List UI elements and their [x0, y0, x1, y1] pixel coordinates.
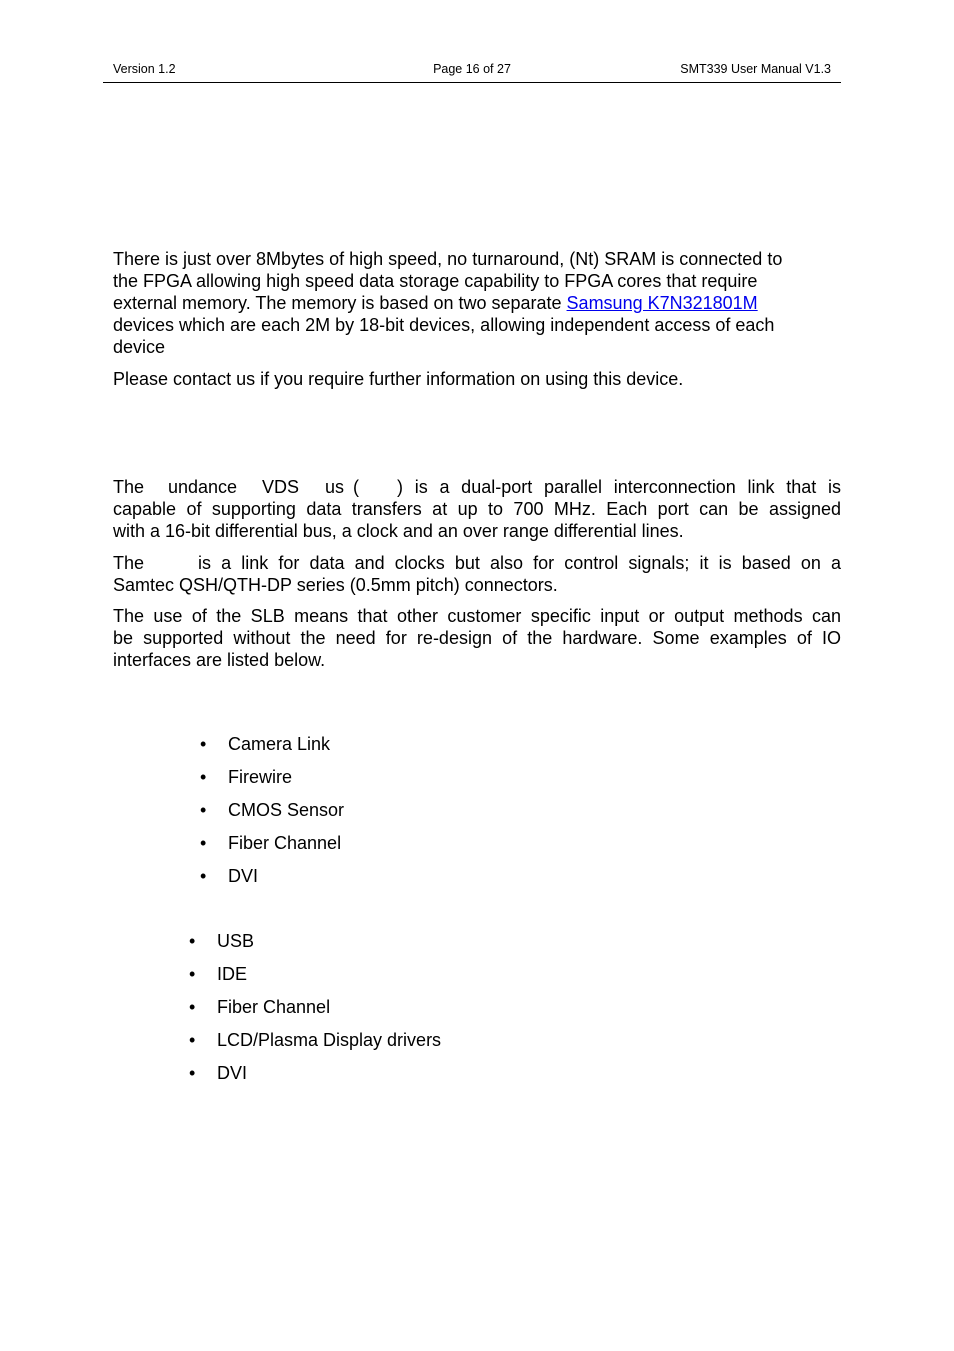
- slb-p2-word-the: The: [113, 553, 145, 573]
- slb-p2-line-1-rest: is a link for data and clocks but also for control signals; it is based on a: [198, 553, 841, 573]
- slb-paragraph-1-rest: [113, 498, 841, 542]
- slb-word-us: us: [325, 477, 345, 497]
- slb-paragraph-1-line-1: [113, 476, 841, 498]
- bullet-icon: •: [189, 964, 196, 984]
- sram-paragraph: [113, 248, 841, 358]
- manual-title: SMT339 User Manual V1.3: [680, 62, 831, 76]
- slb-line-2: capable of supporting data transfers at up to 700 MHz. Each port can be assigned: [113, 499, 841, 519]
- sram-contact-paragraph: Please contact us if you require further information on using this device.: [113, 369, 684, 389]
- slb-word-the: The: [113, 477, 145, 497]
- bullet-icon: •: [189, 1063, 196, 1083]
- list-item: • USB: [189, 931, 255, 951]
- list-item: • DVI: [189, 1063, 248, 1083]
- sram-line-1: There is just over 8Mbytes of high speed, no turnaround, (Nt) SRAM is connected to: [113, 249, 783, 269]
- list-item: • DVI: [200, 866, 259, 886]
- slb-p3-line-2: be supported without the need for re-design of the hardware. Some examples of IO: [113, 628, 841, 648]
- input-interfaces-list: [200, 733, 600, 898]
- samsung-sram-link[interactable]: Samsung K7N321801M: [566, 293, 758, 313]
- bullet-icon: •: [189, 931, 196, 951]
- page-header: [103, 60, 841, 83]
- bullet-icon: •: [200, 800, 207, 820]
- bullet-icon: •: [189, 997, 196, 1017]
- bullet-icon: •: [200, 833, 207, 853]
- page-number: Page 16 of 27: [433, 62, 511, 76]
- list-item: • LCD/Plasma Display drivers: [189, 1030, 442, 1050]
- slb-line-3: with a 16-bit differential bus, a clock and an over range differential lines.: [113, 521, 684, 541]
- slb-p3-line-1: The use of the SLB means that other customer specific input or output methods can: [113, 606, 841, 626]
- slb-word-undance: undance: [168, 477, 238, 497]
- bullet-icon: •: [189, 1030, 196, 1050]
- sram-line-3: external memory. The memory is based on two separate: [113, 293, 567, 313]
- bullet-icon: •: [200, 767, 207, 787]
- list-item: • Fiber Channel: [200, 833, 342, 853]
- slb-abbrev-link[interactable]: [359, 476, 397, 496]
- slb-paragraph-2-line-2: Samtec QSH/QTH-DP series (0.5mm pitch) connectors.: [113, 575, 558, 595]
- sram-line-2: the FPGA allowing high speed data storage capability to FPGA cores that require: [113, 271, 758, 291]
- sram-line-4: devices which are each 2M by 18-bit devices, allowing independent access of each: [113, 315, 775, 335]
- bullet-icon: •: [200, 734, 207, 754]
- slb-paragraph-3: [113, 605, 841, 671]
- slb-line-1-rest: ) is a dual-port parallel interconnection link that is: [397, 477, 841, 497]
- output-interfaces-list: [189, 930, 589, 1095]
- slb-p3-line-3: interfaces are listed below.: [113, 650, 326, 670]
- bullet-icon: •: [200, 866, 207, 886]
- slb-paragraph-2-line-1: [113, 552, 841, 574]
- sram-line-5: device: [113, 337, 166, 357]
- list-item: • Camera Link: [200, 734, 331, 754]
- slb-open-paren: (: [353, 477, 359, 497]
- list-item: • CMOS Sensor: [200, 800, 345, 820]
- list-item: • Fiber Channel: [189, 997, 331, 1017]
- list-item: • IDE: [189, 964, 248, 984]
- list-item: • Firewire: [200, 767, 293, 787]
- version-label: Version 1.2: [113, 62, 176, 76]
- slb-word-vds: VDS: [262, 477, 300, 497]
